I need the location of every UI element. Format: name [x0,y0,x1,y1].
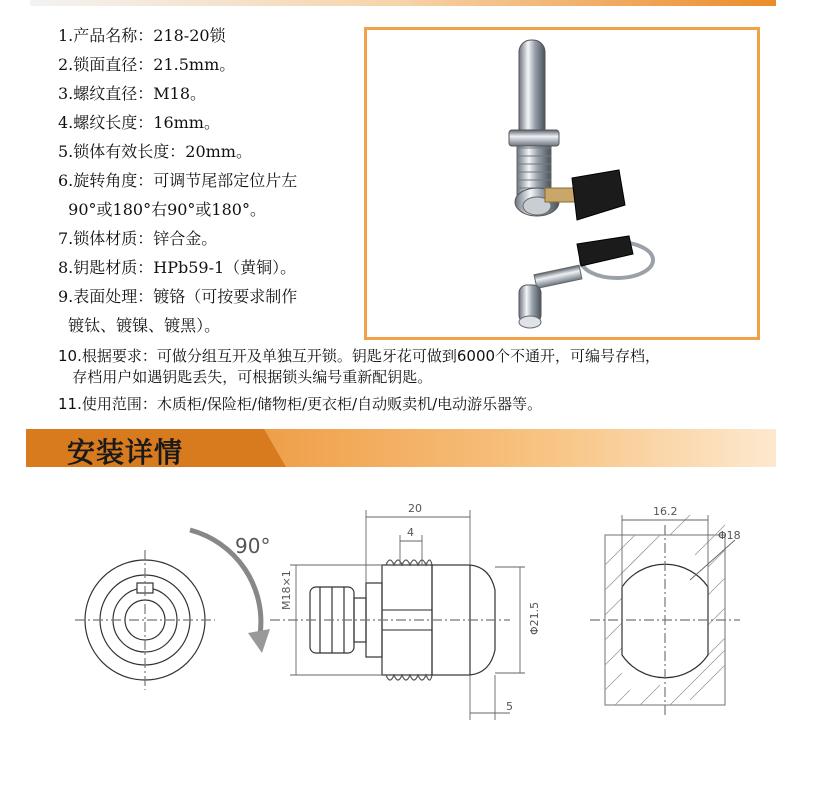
spec-item: 镀钛、镀镍、镀黑）。 [58,316,221,335]
spec-item: 8.钥匙材质：HPb59-1（黄铜）。 [58,258,297,277]
installation-drawing [70,495,770,735]
spec-item: 11.使用范围：木质柜/保险柜/储物柜/更衣柜/自动贩卖机/电动游乐器等。 [58,395,543,413]
spec-item: 9.表面处理：镀铬（可按要求制作 [58,287,298,306]
spec-item: 1.产品名称：218-20锁 [58,26,226,45]
front-view [75,550,215,690]
cam-lock-photo [367,30,757,337]
spec-item: 2.锁面直径：21.5mm。 [58,55,236,74]
spec-item: 存档用户如遇钥匙丢失，可根据锁头编号重新配钥匙。 [58,368,433,386]
spec-item: 5.锁体有效长度：20mm。 [58,142,252,161]
section-banner [26,429,776,467]
side-view [270,560,510,680]
product-photo-frame [364,27,760,340]
rotation-label: 90° [235,534,271,558]
dim-thread-label: M18×1 [280,570,293,610]
spec-item: 10.根据要求：可做分组互开及单独互开锁。钥匙牙花可做到6000个不通开，可编号存档， [58,347,661,365]
dim-length-label: 20 [408,502,422,515]
spec-item: 90°或180°右90°或180°。 [58,200,266,219]
top-accent-line [30,0,776,6]
side-dimensions [290,510,525,720]
spec-item: 6.旋转角度：可调节尾部定位片左 [58,171,298,190]
spec-item: 3.螺纹直径：M18。 [58,84,207,103]
dim-face-label: Φ21.5 [528,601,541,635]
dim-flange-label: 5 [506,700,513,713]
spec-item: 4.螺纹长度：16mm。 [58,113,220,132]
spec-item: 7.锁体材质：锌合金。 [58,229,218,248]
dim-cutout-dia-label: Φ18 [718,529,741,542]
dim-thread-offset-label: 4 [407,526,414,539]
dim-cutout-width-label: 16.2 [653,505,678,518]
panel-cutout-view [590,515,740,715]
section-title: 安装详情 [67,436,184,469]
